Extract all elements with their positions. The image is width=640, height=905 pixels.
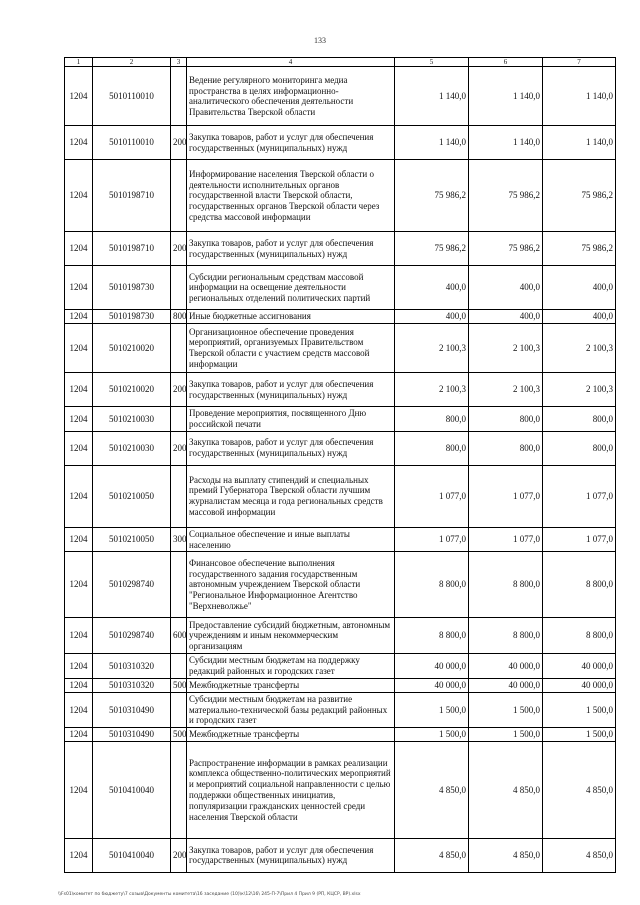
- column-number: 6: [469, 58, 543, 67]
- section-cell: 1204: [65, 527, 93, 552]
- amount-year1-cell: 2 100,3: [395, 373, 469, 407]
- table-row: [65, 160, 616, 232]
- expense-type-cell: [171, 160, 187, 232]
- item-name-cell: Социальное обеспечение и иные выплаты населению: [187, 527, 395, 552]
- amount-year3-cell: 8 800,0: [543, 618, 616, 654]
- item-name-cell: Закупка товаров, работ и услуг для обеспечения государственных (муниципальных) нужд: [187, 232, 395, 266]
- item-name-cell: Иные бюджетные ассигнования: [187, 310, 395, 324]
- amount-year1-cell: 1 077,0: [395, 465, 469, 527]
- table-row: [65, 465, 616, 527]
- expense-type-cell: 200: [171, 373, 187, 407]
- amount-year3-cell: 2 100,3: [543, 324, 616, 373]
- item-name-cell: Финансовое обеспечение выполнения государственного задания государственным автономным учреждением Тверской области "Региональное Информационное Агентство "Верхневолжье": [187, 552, 395, 618]
- amount-year1-cell: 800,0: [395, 407, 469, 432]
- target-code-cell: 5010198730: [93, 310, 171, 324]
- section-cell: 1204: [65, 160, 93, 232]
- section-cell: 1204: [65, 838, 93, 872]
- amount-year1-cell: 4 850,0: [395, 741, 469, 838]
- section-cell: 1204: [65, 552, 93, 618]
- item-name-cell: Закупка товаров, работ и услуг для обеспечения государственных (муниципальных) нужд: [187, 838, 395, 872]
- amount-year3-cell: 800,0: [543, 407, 616, 432]
- target-code-cell: 5010198730: [93, 266, 171, 310]
- expense-type-cell: 600: [171, 618, 187, 654]
- expense-type-cell: 200: [171, 431, 187, 465]
- target-code-cell: 5010310320: [93, 678, 171, 692]
- target-code-cell: 5010298740: [93, 618, 171, 654]
- amount-year3-cell: 1 500,0: [543, 728, 616, 742]
- section-cell: 1204: [65, 324, 93, 373]
- item-name-cell: Ведение регулярного мониторинга медиа пространства в целях информационно-аналитического обеспечения деятельности Правительства Тверской области: [187, 67, 395, 126]
- expense-type-cell: 200: [171, 838, 187, 872]
- section-cell: 1204: [65, 692, 93, 727]
- amount-year1-cell: 400,0: [395, 266, 469, 310]
- amount-year3-cell: 75 986,2: [543, 232, 616, 266]
- target-code-cell: 5010210020: [93, 324, 171, 373]
- expense-type-cell: [171, 465, 187, 527]
- amount-year2-cell: 1 140,0: [469, 67, 543, 126]
- target-code-cell: 5010210050: [93, 465, 171, 527]
- amount-year1-cell: 1 500,0: [395, 728, 469, 742]
- target-code-cell: 5010310320: [93, 654, 171, 679]
- amount-year2-cell: 400,0: [469, 266, 543, 310]
- amount-year1-cell: 75 986,2: [395, 232, 469, 266]
- table-row: [65, 527, 616, 552]
- amount-year2-cell: 4 850,0: [469, 838, 543, 872]
- expense-type-cell: [171, 692, 187, 727]
- table-row: [65, 728, 616, 742]
- column-number: 2: [93, 58, 171, 67]
- table-row: [65, 618, 616, 654]
- expense-type-cell: 300: [171, 527, 187, 552]
- amount-year3-cell: 400,0: [543, 310, 616, 324]
- section-cell: 1204: [65, 741, 93, 838]
- section-cell: 1204: [65, 431, 93, 465]
- item-name-cell: Организационное обеспечение проведения мероприятий, организуемых Правительством Тверской области с участием средств массовой информации: [187, 324, 395, 373]
- section-cell: 1204: [65, 618, 93, 654]
- item-name-cell: Закупка товаров, работ и услуг для обеспечения государственных (муниципальных) нужд: [187, 431, 395, 465]
- section-cell: 1204: [65, 67, 93, 126]
- item-name-cell: Информирование населения Тверской области о деятельности исполнительных органов государственной власти Тверской области, государственных органов Тверской области через средства массовой информации: [187, 160, 395, 232]
- target-code-cell: 5010210030: [93, 407, 171, 432]
- table-row: [65, 232, 616, 266]
- expense-type-cell: [171, 67, 187, 126]
- section-cell: 1204: [65, 654, 93, 679]
- target-code-cell: 5010110010: [93, 67, 171, 126]
- expense-type-cell: 200: [171, 232, 187, 266]
- section-cell: 1204: [65, 126, 93, 160]
- table-row: [65, 552, 616, 618]
- amount-year1-cell: 8 800,0: [395, 618, 469, 654]
- amount-year2-cell: 40 000,0: [469, 678, 543, 692]
- amount-year3-cell: 1 500,0: [543, 692, 616, 727]
- amount-year3-cell: 40 000,0: [543, 678, 616, 692]
- amount-year3-cell: 4 850,0: [543, 838, 616, 872]
- item-name-cell: Межбюджетные трансферты: [187, 678, 395, 692]
- target-code-cell: 5010198710: [93, 160, 171, 232]
- column-number: 7: [543, 58, 616, 67]
- expense-type-cell: 500: [171, 678, 187, 692]
- item-name-cell: Межбюджетные трансферты: [187, 728, 395, 742]
- amount-year3-cell: 1 140,0: [543, 67, 616, 126]
- amount-year1-cell: 40 000,0: [395, 654, 469, 679]
- item-name-cell: Закупка товаров, работ и услуг для обеспечения государственных (муниципальных) нужд: [187, 126, 395, 160]
- expense-type-cell: 500: [171, 728, 187, 742]
- target-code-cell: 5010210020: [93, 373, 171, 407]
- table-row: [65, 67, 616, 126]
- expense-type-cell: [171, 741, 187, 838]
- expense-type-cell: 200: [171, 126, 187, 160]
- amount-year1-cell: 1 500,0: [395, 692, 469, 727]
- table-row: [65, 126, 616, 160]
- amount-year2-cell: 4 850,0: [469, 741, 543, 838]
- table-row: [65, 654, 616, 679]
- amount-year1-cell: 800,0: [395, 431, 469, 465]
- target-code-cell: 5010198710: [93, 232, 171, 266]
- amount-year3-cell: 40 000,0: [543, 654, 616, 679]
- amount-year3-cell: 1 077,0: [543, 465, 616, 527]
- amount-year1-cell: 1 140,0: [395, 67, 469, 126]
- target-code-cell: 5010310490: [93, 728, 171, 742]
- amount-year3-cell: 8 800,0: [543, 552, 616, 618]
- target-code-cell: 5010410040: [93, 741, 171, 838]
- amount-year2-cell: 1 140,0: [469, 126, 543, 160]
- amount-year3-cell: 400,0: [543, 266, 616, 310]
- amount-year1-cell: 8 800,0: [395, 552, 469, 618]
- amount-year2-cell: 1 500,0: [469, 728, 543, 742]
- expense-type-cell: [171, 654, 187, 679]
- amount-year3-cell: 2 100,3: [543, 373, 616, 407]
- amount-year2-cell: 1 077,0: [469, 465, 543, 527]
- section-cell: 1204: [65, 678, 93, 692]
- table-row: [65, 407, 616, 432]
- amount-year2-cell: 400,0: [469, 310, 543, 324]
- table-row: [65, 310, 616, 324]
- amount-year2-cell: 2 100,3: [469, 324, 543, 373]
- item-name-cell: Закупка товаров, работ и услуг для обеспечения государственных (муниципальных) нужд: [187, 373, 395, 407]
- table-row: [65, 373, 616, 407]
- amount-year2-cell: 40 000,0: [469, 654, 543, 679]
- column-number-row: [65, 58, 616, 67]
- amount-year1-cell: 1 140,0: [395, 126, 469, 160]
- item-name-cell: Предоставление субсидий бюджетным, автономным учреждениям и иным некоммерческим организациям: [187, 618, 395, 654]
- amount-year1-cell: 400,0: [395, 310, 469, 324]
- expense-type-cell: [171, 324, 187, 373]
- section-cell: 1204: [65, 266, 93, 310]
- amount-year1-cell: 4 850,0: [395, 838, 469, 872]
- expense-type-cell: 800: [171, 310, 187, 324]
- table-row: [65, 324, 616, 373]
- amount-year3-cell: 1 140,0: [543, 126, 616, 160]
- column-number: 5: [395, 58, 469, 67]
- amount-year2-cell: 1 077,0: [469, 527, 543, 552]
- section-cell: 1204: [65, 465, 93, 527]
- column-number: 3: [171, 58, 187, 67]
- item-name-cell: Субсидии местным бюджетам на развитие материально-технической базы редакций районных и городских газет: [187, 692, 395, 727]
- table-row: [65, 431, 616, 465]
- amount-year1-cell: 2 100,3: [395, 324, 469, 373]
- page-number: 133: [314, 36, 326, 45]
- expense-type-cell: [171, 407, 187, 432]
- table-row: [65, 678, 616, 692]
- amount-year2-cell: 800,0: [469, 407, 543, 432]
- amount-year2-cell: 2 100,3: [469, 373, 543, 407]
- target-code-cell: 5010210050: [93, 527, 171, 552]
- section-cell: 1204: [65, 232, 93, 266]
- file-path-footer: \\Fs01\комитет по бюджету\7 созыв\Документы комитета\16 заседание (10)\к\12\16\ 245-П-7\Прил 4 Прил 9 (РП, КЦСР, ВР).xlsx: [58, 892, 361, 897]
- column-number: 4: [187, 58, 395, 67]
- expense-type-cell: [171, 266, 187, 310]
- amount-year2-cell: 8 800,0: [469, 618, 543, 654]
- item-name-cell: Распространение информации в рамках реализации комплекса общественно-политических мероприятий и мероприятий социальной направленности с целью поддержки общественных инициатив, популяризации гражданских ценностей среди населения Тверской области: [187, 741, 395, 838]
- target-code-cell: 5010210030: [93, 431, 171, 465]
- target-code-cell: 5010310490: [93, 692, 171, 727]
- table-row: [65, 692, 616, 727]
- target-code-cell: 5010298740: [93, 552, 171, 618]
- section-cell: 1204: [65, 728, 93, 742]
- budget-table: [64, 57, 616, 873]
- section-cell: 1204: [65, 373, 93, 407]
- amount-year3-cell: 1 077,0: [543, 527, 616, 552]
- amount-year1-cell: 75 986,2: [395, 160, 469, 232]
- amount-year1-cell: 40 000,0: [395, 678, 469, 692]
- amount-year2-cell: 8 800,0: [469, 552, 543, 618]
- amount-year2-cell: 800,0: [469, 431, 543, 465]
- item-name-cell: Проведение мероприятия, посвященного Дню российской печати: [187, 407, 395, 432]
- table-row: [65, 838, 616, 872]
- amount-year1-cell: 1 077,0: [395, 527, 469, 552]
- amount-year3-cell: 4 850,0: [543, 741, 616, 838]
- expense-type-cell: [171, 552, 187, 618]
- item-name-cell: Субсидии региональным средствам массовой информации на освещение деятельности региональных отделений политических партий: [187, 266, 395, 310]
- item-name-cell: Субсидии местным бюджетам на поддержку редакций районных и городских газет: [187, 654, 395, 679]
- column-number: 1: [65, 58, 93, 67]
- table-row: [65, 266, 616, 310]
- amount-year3-cell: 75 986,2: [543, 160, 616, 232]
- table-row: [65, 741, 616, 838]
- amount-year2-cell: 1 500,0: [469, 692, 543, 727]
- target-code-cell: 5010410040: [93, 838, 171, 872]
- target-code-cell: 5010110010: [93, 126, 171, 160]
- section-cell: 1204: [65, 310, 93, 324]
- amount-year3-cell: 800,0: [543, 431, 616, 465]
- section-cell: 1204: [65, 407, 93, 432]
- item-name-cell: Расходы на выплату стипендий и специальных премий Губернатора Тверской области лучшим журналистам месяца и года региональных средств массовой информации: [187, 465, 395, 527]
- amount-year2-cell: 75 986,2: [469, 160, 543, 232]
- amount-year2-cell: 75 986,2: [469, 232, 543, 266]
